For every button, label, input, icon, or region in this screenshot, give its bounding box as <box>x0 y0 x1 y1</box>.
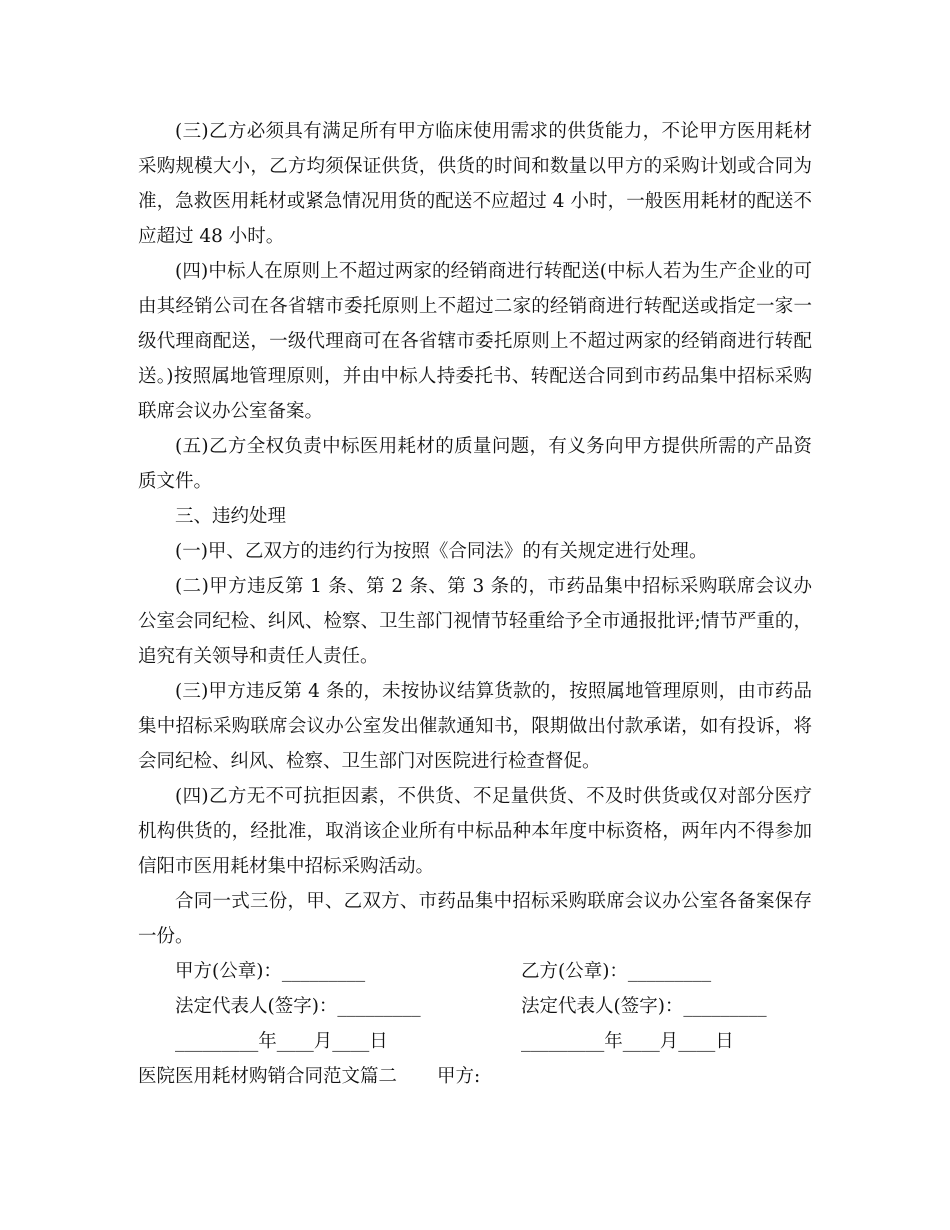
party-b-rep-line: 法定代表人(签字)：_________ <box>521 996 767 1017</box>
signature-rep-row <box>138 989 812 1024</box>
clause-quality-responsibility: (五)乙方全权负责中标医用耗材的质量问题，有义务向甲方提供所需的产品资质文件。 <box>138 436 812 492</box>
clause-supply-capability: (三)乙方必须具有满足所有甲方临床使用需求的供货能力，不论甲方医用耗材采购规模大小，乙方均须保证供货，供货的时间和数量以甲方的采购计划或合同为准，急救医用耗材或紧急情况用货的配送不应超过 4 小时，一般医用耗材的配送不应超过 48 小时。 <box>138 121 812 247</box>
party-a-rep-line: 法定代表人(签字)：_________ <box>175 996 421 1017</box>
party-b-date-line: _________年____月____日 <box>521 1031 734 1052</box>
next-contract-party-a: 甲方: <box>437 1066 481 1087</box>
party-a-date-line: _________年____月____日 <box>175 1031 388 1052</box>
copies-paragraph: 合同一式三份，甲、乙双方、市药品集中招标采购联席会议办公室各备案保存一份。 <box>138 891 812 947</box>
clause-redistribution: (四)中标人在原则上不超过两家的经销商进行转配送(中标人若为生产企业的可由其经销公司在各省辖市委托原则上不超过二家的经销商进行转配送或指定一家一级代理商配送，一级代理商可在各省辖市委托原则上不超过两家的经销商进行转配送。)按照属地管理原则，并由中标人持委托书、转配送合同到市药品集中招标采购联席会议办公室备案。 <box>138 261 812 422</box>
clause-breach-party-a-2: (三)甲方违反第 4 条的，未按协议结算货款的，按照属地管理原则，由市药品集中招标采购联席会议办公室发出催款通知书，限期做出付款承诺，如有投诉，将会同纪检、纠风、检察、卫生部门对医院进行检查督促。 <box>138 681 812 772</box>
party-a-seal-line: 甲方(公章)：_________ <box>175 961 366 982</box>
section-heading-breach: 三、违约处理 <box>175 506 287 527</box>
clause-breach-party-a-1: (二)甲方违反第 1 条、第 2 条、第 3 条的，市药品集中招标采购联席会议办公室会同纪检、纠风、检察、卫生部门视情节轻重给予全市通报批评;情节严重的，追究有关领导和责任人责任。 <box>138 576 812 667</box>
next-contract-title: 医院医用耗材购销合同范文篇二 <box>138 1066 398 1087</box>
signature-date-row <box>138 1024 812 1059</box>
next-contract-line <box>138 1059 812 1094</box>
document-page <box>138 114 812 1094</box>
party-b-seal-line: 乙方(公章)：_________ <box>521 961 712 982</box>
clause-breach-general: (一)甲、乙双方的违约行为按照《合同法》的有关规定进行处理。 <box>175 541 708 562</box>
clause-breach-party-b: (四)乙方无不可抗拒因素，不供货、不足量供货、不及时供货或仅对部分医疗机构供货的，经批准，取消该企业所有中标品种本年度中标资格，两年内不得参加信阳市医用耗材集中招标采购活动。 <box>138 786 812 877</box>
signature-seal-row <box>138 954 812 989</box>
